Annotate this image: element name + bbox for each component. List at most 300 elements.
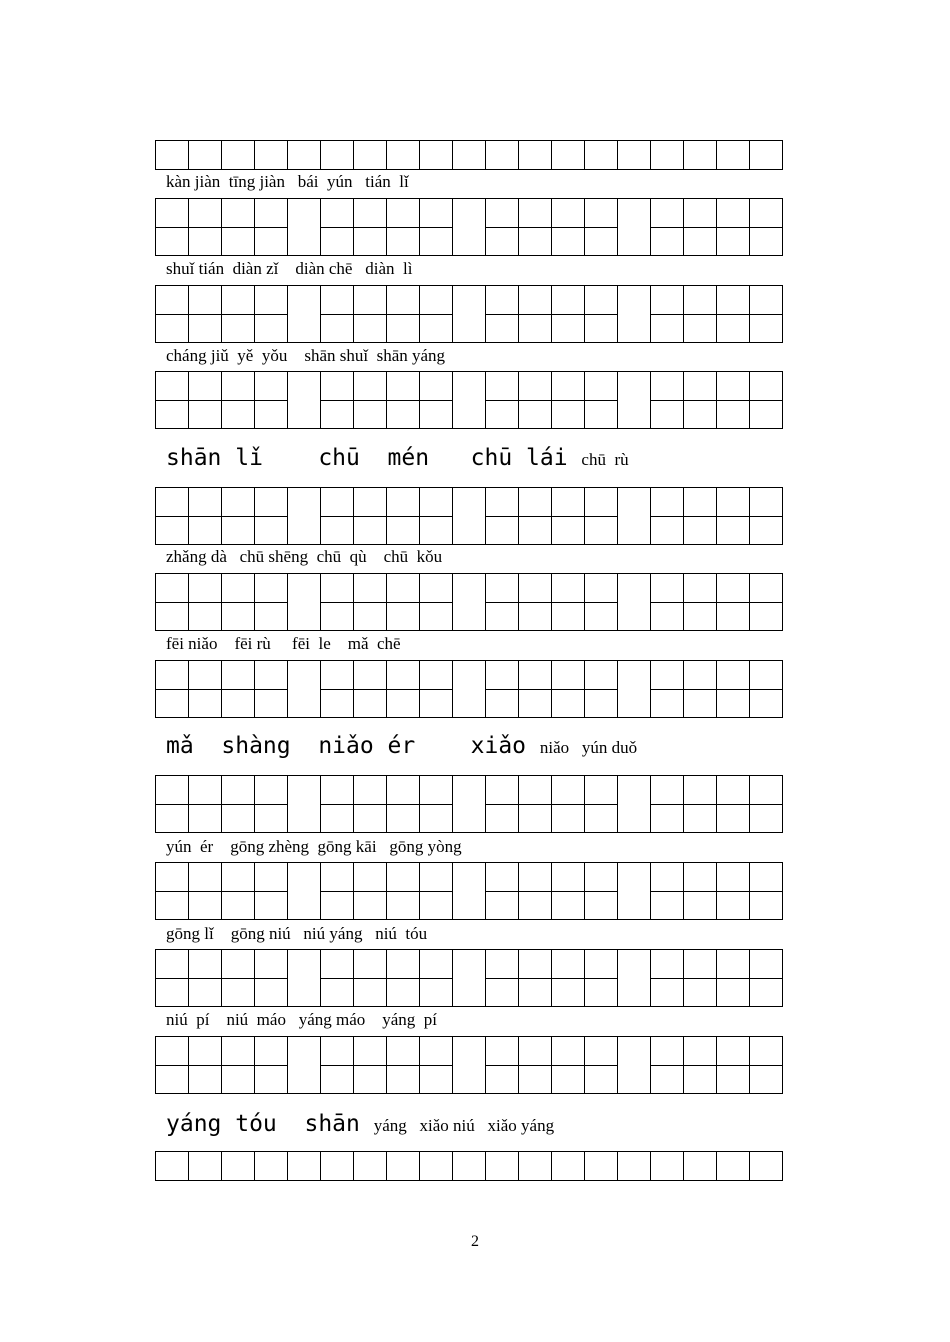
grid-cell <box>321 141 354 170</box>
grid-cell <box>750 199 783 228</box>
grid-cell <box>750 314 783 343</box>
pinyin-line <box>166 1010 437 1030</box>
grid-cell <box>717 891 750 920</box>
grid-cell <box>453 1152 486 1181</box>
grid-cell <box>750 286 783 315</box>
grid-cell <box>717 488 750 517</box>
grid-cell <box>486 227 519 256</box>
grid-cell <box>354 372 387 401</box>
grid-cell <box>387 286 420 315</box>
grid-cell <box>519 286 552 315</box>
grid-cell <box>255 199 288 228</box>
grid-cell <box>387 488 420 517</box>
grid-cell <box>354 199 387 228</box>
grid-cell <box>552 199 585 228</box>
grid-cell <box>684 891 717 920</box>
grid-cell <box>321 372 354 401</box>
grid-cell <box>486 574 519 603</box>
grid-separator-cell <box>288 950 321 1007</box>
grid-cell <box>486 141 519 170</box>
grid-cell <box>651 863 684 892</box>
grid-cell <box>651 488 684 517</box>
grid-cell <box>519 1037 552 1066</box>
grid-cell <box>420 141 453 170</box>
grid-cell <box>189 400 222 429</box>
grid-cell <box>189 950 222 979</box>
grid-cell <box>222 978 255 1007</box>
grid-cell <box>585 661 618 690</box>
grid-cell <box>354 400 387 429</box>
grid-cell <box>255 950 288 979</box>
pinyin-text: gōng lǐ gōng niú niú yáng niú tóu <box>166 924 428 943</box>
grid-cell <box>222 199 255 228</box>
grid-cell <box>222 372 255 401</box>
pinyin-text: yáng tóu shān <box>166 1111 374 1137</box>
grid-cell <box>651 1065 684 1094</box>
grid-cell <box>486 488 519 517</box>
grid-cell <box>585 776 618 805</box>
grid-cell <box>420 227 453 256</box>
grid-cell <box>684 661 717 690</box>
grid-cell <box>354 574 387 603</box>
pinyin-text: yún ér gōng zhèng gōng kāi gōng yòng <box>166 837 462 856</box>
grid-separator-cell <box>453 286 486 343</box>
grid-cell <box>255 314 288 343</box>
grid-cell <box>684 602 717 631</box>
grid-cell <box>189 602 222 631</box>
grid-cell <box>651 372 684 401</box>
grid-cell <box>354 891 387 920</box>
grid-cell <box>255 804 288 833</box>
grid-cell <box>519 950 552 979</box>
grid-cell <box>156 1152 189 1181</box>
grid-cell <box>354 950 387 979</box>
grid-cell <box>255 286 288 315</box>
grid-cell <box>684 574 717 603</box>
grid-cell <box>321 199 354 228</box>
pinyin-line <box>166 259 412 279</box>
grid-cell <box>717 141 750 170</box>
grid-cell <box>552 950 585 979</box>
grid-cell <box>420 602 453 631</box>
grid-cell <box>189 516 222 545</box>
grid-cell <box>519 372 552 401</box>
grid-separator-cell <box>453 488 486 545</box>
grid-cell <box>354 314 387 343</box>
grid-cell <box>750 804 783 833</box>
grid-cell <box>453 141 486 170</box>
grid-separator-cell <box>288 661 321 718</box>
grid-separator-cell <box>618 488 651 545</box>
grid-cell <box>222 1152 255 1181</box>
grid-cell <box>651 1037 684 1066</box>
grid-cell <box>717 516 750 545</box>
grid-cell <box>717 661 750 690</box>
grid-cell <box>684 1037 717 1066</box>
grid-separator-cell <box>288 1037 321 1094</box>
grid-cell <box>651 227 684 256</box>
grid-cell <box>420 199 453 228</box>
grid-cell <box>519 574 552 603</box>
grid-cell <box>222 227 255 256</box>
grid-cell <box>651 141 684 170</box>
grid-cell <box>552 776 585 805</box>
grid-cell <box>585 141 618 170</box>
grid-separator-cell <box>453 863 486 920</box>
grid-cell <box>321 314 354 343</box>
grid-cell <box>552 400 585 429</box>
pinyin-line <box>166 924 427 944</box>
grid-cell <box>717 1065 750 1094</box>
grid-cell <box>420 689 453 718</box>
grid-cell <box>552 488 585 517</box>
grid-cell <box>255 602 288 631</box>
grid-cell <box>321 1065 354 1094</box>
grid-cell <box>420 372 453 401</box>
grid-cell <box>750 950 783 979</box>
grid-cell <box>156 141 189 170</box>
grid-cell <box>222 689 255 718</box>
grid-cell <box>486 1152 519 1181</box>
grid-cell <box>420 776 453 805</box>
grid-cell <box>321 602 354 631</box>
grid-cell <box>585 286 618 315</box>
pinyin-text: chū rù <box>581 450 629 469</box>
grid-cell <box>651 199 684 228</box>
grid-cell <box>519 314 552 343</box>
grid-cell <box>750 1065 783 1094</box>
grid-cell <box>486 1037 519 1066</box>
grid-cell <box>156 372 189 401</box>
grid-cell <box>519 488 552 517</box>
grid-separator-cell <box>618 776 651 833</box>
grid-cell <box>189 689 222 718</box>
grid-cell <box>156 227 189 256</box>
grid-cell <box>420 1152 453 1181</box>
grid-cell <box>684 227 717 256</box>
grid-cell <box>387 602 420 631</box>
grid-cell <box>255 372 288 401</box>
grid-cell <box>651 804 684 833</box>
grid-cell <box>387 1065 420 1094</box>
grid-cell <box>222 950 255 979</box>
grid-cell <box>717 372 750 401</box>
grid-cell <box>156 776 189 805</box>
grid-cell <box>387 199 420 228</box>
grid-cell <box>519 227 552 256</box>
grid-cell <box>717 314 750 343</box>
grid-separator-cell <box>453 661 486 718</box>
grid-cell <box>420 1037 453 1066</box>
grid-cell <box>156 488 189 517</box>
grid-cell <box>420 978 453 1007</box>
grid-cell <box>717 286 750 315</box>
grid-cell <box>222 661 255 690</box>
writing-grid-single-row <box>155 140 783 170</box>
grid-cell <box>387 574 420 603</box>
pinyin-text: fēi niǎo fēi rù fēi le mǎ chē <box>166 634 401 653</box>
grid-separator-cell <box>618 372 651 429</box>
grid-cell <box>156 199 189 228</box>
grid-cell <box>684 776 717 805</box>
grid-cell <box>321 286 354 315</box>
grid-cell <box>387 891 420 920</box>
grid-cell <box>585 863 618 892</box>
grid-cell <box>486 400 519 429</box>
grid-cell <box>552 314 585 343</box>
grid-cell <box>750 776 783 805</box>
grid-cell <box>255 978 288 1007</box>
grid-cell <box>750 372 783 401</box>
grid-cell <box>486 516 519 545</box>
writing-grid-double-row <box>155 949 783 1007</box>
grid-cell <box>519 1152 552 1181</box>
grid-cell <box>750 488 783 517</box>
grid-separator-cell <box>618 199 651 256</box>
pinyin-line <box>166 172 409 192</box>
grid-cell <box>321 950 354 979</box>
grid-separator-cell <box>453 372 486 429</box>
grid-cell <box>717 574 750 603</box>
grid-cell <box>288 1152 321 1181</box>
grid-cell <box>552 141 585 170</box>
grid-cell <box>255 227 288 256</box>
grid-cell <box>585 1152 618 1181</box>
grid-cell <box>189 227 222 256</box>
page-number: 2 <box>471 1233 479 1250</box>
grid-cell <box>585 372 618 401</box>
grid-cell <box>222 141 255 170</box>
grid-cell <box>552 1065 585 1094</box>
grid-cell <box>156 314 189 343</box>
grid-separator-cell <box>453 776 486 833</box>
grid-cell <box>585 689 618 718</box>
grid-separator-cell <box>618 661 651 718</box>
grid-cell <box>486 863 519 892</box>
grid-cell <box>519 689 552 718</box>
writing-grid-single-row <box>155 1151 783 1181</box>
pinyin-line <box>166 733 637 759</box>
grid-cell <box>255 891 288 920</box>
grid-cell <box>585 950 618 979</box>
grid-cell <box>189 199 222 228</box>
grid-cell <box>585 1037 618 1066</box>
grid-separator-cell <box>288 286 321 343</box>
grid-cell <box>321 776 354 805</box>
grid-cell <box>651 286 684 315</box>
grid-separator-cell <box>453 199 486 256</box>
grid-cell <box>189 1152 222 1181</box>
grid-cell <box>354 1065 387 1094</box>
pinyin-text: niǎo yún duǒ <box>539 738 638 757</box>
grid-cell <box>651 950 684 979</box>
grid-cell <box>255 141 288 170</box>
grid-cell <box>519 199 552 228</box>
grid-cell <box>354 286 387 315</box>
grid-cell <box>189 574 222 603</box>
grid-cell <box>486 199 519 228</box>
grid-cell <box>486 804 519 833</box>
grid-separator-cell <box>618 574 651 631</box>
grid-cell <box>321 891 354 920</box>
grid-cell <box>717 689 750 718</box>
grid-cell <box>354 488 387 517</box>
grid-cell <box>255 400 288 429</box>
grid-cell <box>387 689 420 718</box>
grid-cell <box>684 286 717 315</box>
grid-cell <box>486 776 519 805</box>
grid-cell <box>354 776 387 805</box>
grid-separator-cell <box>618 950 651 1007</box>
grid-cell <box>222 516 255 545</box>
grid-cell <box>684 372 717 401</box>
grid-cell <box>321 227 354 256</box>
grid-cell <box>387 400 420 429</box>
grid-cell <box>519 141 552 170</box>
grid-cell <box>354 661 387 690</box>
grid-cell <box>420 286 453 315</box>
grid-cell <box>387 372 420 401</box>
grid-cell <box>321 978 354 1007</box>
grid-cell <box>354 689 387 718</box>
grid-cell <box>321 516 354 545</box>
grid-cell <box>222 1037 255 1066</box>
grid-cell <box>156 602 189 631</box>
grid-cell <box>255 689 288 718</box>
grid-cell <box>552 227 585 256</box>
grid-cell <box>156 574 189 603</box>
grid-cell <box>420 804 453 833</box>
grid-cell <box>684 1152 717 1181</box>
grid-cell <box>750 978 783 1007</box>
grid-cell <box>156 978 189 1007</box>
grid-cell <box>717 199 750 228</box>
grid-cell <box>684 516 717 545</box>
grid-cell <box>717 400 750 429</box>
grid-cell <box>552 804 585 833</box>
grid-cell <box>255 574 288 603</box>
grid-cell <box>387 863 420 892</box>
grid-cell <box>189 776 222 805</box>
grid-cell <box>255 1037 288 1066</box>
grid-cell <box>717 602 750 631</box>
grid-cell <box>684 488 717 517</box>
grid-cell <box>156 804 189 833</box>
grid-cell <box>321 400 354 429</box>
grid-cell <box>222 314 255 343</box>
grid-cell <box>750 141 783 170</box>
grid-cell <box>651 314 684 343</box>
pinyin-text: shān lǐ chū mén chū lái <box>166 445 582 471</box>
pinyin-line <box>166 634 401 654</box>
grid-cell <box>519 863 552 892</box>
grid-cell <box>585 891 618 920</box>
grid-cell <box>420 516 453 545</box>
grid-cell <box>519 804 552 833</box>
grid-cell <box>321 574 354 603</box>
grid-cell <box>519 978 552 1007</box>
grid-cell <box>321 863 354 892</box>
grid-cell <box>420 488 453 517</box>
writing-grid-double-row <box>155 285 783 343</box>
writing-grid-double-row <box>155 660 783 718</box>
grid-cell <box>750 891 783 920</box>
pinyin-text: yáng xiǎo niú xiǎo yáng <box>373 1116 555 1135</box>
grid-cell <box>684 863 717 892</box>
grid-cell <box>750 400 783 429</box>
writing-grid-double-row <box>155 862 783 920</box>
grid-cell <box>651 400 684 429</box>
grid-cell <box>222 574 255 603</box>
grid-cell <box>552 689 585 718</box>
grid-cell <box>354 804 387 833</box>
grid-cell <box>420 891 453 920</box>
grid-cell <box>750 863 783 892</box>
grid-cell <box>321 488 354 517</box>
grid-separator-cell <box>618 1037 651 1094</box>
grid-cell <box>486 1065 519 1094</box>
grid-cell <box>255 1152 288 1181</box>
grid-cell <box>519 661 552 690</box>
writing-grid-double-row <box>155 573 783 631</box>
grid-cell <box>750 1037 783 1066</box>
grid-cell <box>486 314 519 343</box>
grid-cell <box>552 661 585 690</box>
grid-cell <box>387 227 420 256</box>
grid-cell <box>189 978 222 1007</box>
grid-separator-cell <box>288 776 321 833</box>
grid-cell <box>750 661 783 690</box>
grid-cell <box>156 689 189 718</box>
grid-cell <box>684 199 717 228</box>
pinyin-text: shuǐ tián diàn zǐ diàn chē diàn lì <box>166 259 413 278</box>
grid-cell <box>387 516 420 545</box>
grid-cell <box>486 950 519 979</box>
grid-cell <box>156 891 189 920</box>
grid-cell <box>222 400 255 429</box>
grid-cell <box>717 1152 750 1181</box>
grid-separator-cell <box>288 574 321 631</box>
writing-grid-double-row <box>155 487 783 545</box>
grid-cell <box>189 863 222 892</box>
grid-cell <box>717 1037 750 1066</box>
grid-cell <box>585 804 618 833</box>
grid-cell <box>585 314 618 343</box>
grid-cell <box>189 372 222 401</box>
grid-cell <box>222 1065 255 1094</box>
grid-cell <box>486 372 519 401</box>
grid-cell <box>585 199 618 228</box>
grid-cell <box>387 804 420 833</box>
grid-cell <box>651 1152 684 1181</box>
grid-separator-cell <box>453 574 486 631</box>
grid-cell <box>189 1037 222 1066</box>
pinyin-line <box>166 547 442 567</box>
grid-cell <box>189 804 222 833</box>
grid-cell <box>651 978 684 1007</box>
grid-cell <box>717 227 750 256</box>
grid-cell <box>255 776 288 805</box>
grid-cell <box>552 372 585 401</box>
grid-cell <box>717 863 750 892</box>
grid-cell <box>156 286 189 315</box>
grid-cell <box>750 227 783 256</box>
pinyin-line <box>166 445 629 471</box>
grid-separator-cell <box>288 372 321 429</box>
grid-separator-cell <box>453 1037 486 1094</box>
grid-separator-cell <box>453 950 486 1007</box>
pinyin-text: niú pí niú máo yáng máo yáng pí <box>166 1010 438 1029</box>
